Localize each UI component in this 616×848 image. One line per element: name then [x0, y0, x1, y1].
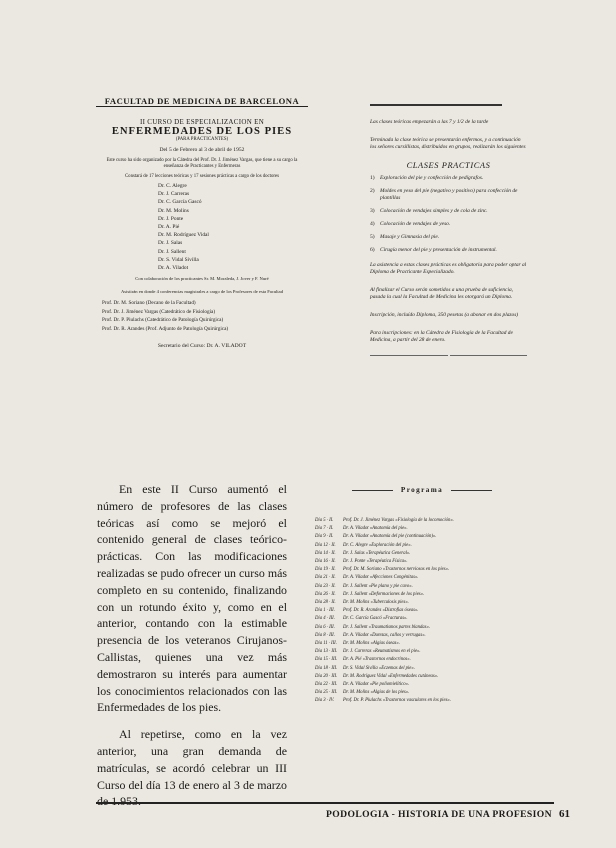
professor-item: Dr. J. Ponte [158, 215, 184, 222]
program-row: Día 1 · III. Prof. Dr. R. Arandes «Distrofias óseas». [315, 608, 419, 614]
program-row: Día 12 · II. Dr. C. Alegre «Exploración del pie». [315, 542, 412, 548]
running-footer: PODOLOGIA - HISTORIA DE UNA PROFESION [326, 809, 552, 820]
schedule-note: Las clases teóricas empezarán a las 7 y 1/2 de la tarde [370, 119, 489, 125]
program-row: Día 11 · III. Dr. M. Molins «Algias óseas». [315, 641, 400, 647]
program-row: Día 9 · II. Dr. A. Viladot «Anatomía del pie (continuación)». [315, 534, 437, 540]
program-row: Día 8 · III. Dr. A. Viladot «Durezas, callos y verrugas». [315, 632, 426, 638]
practical-item: 1) Exploración del pie y confección de pedígrafos. [370, 175, 484, 181]
exam-note: Al finalizar el Curso serán sometidos a una prueba de suficiencia, pasada la cual la Facultad de Medicina les otorgará un Diploma. [370, 287, 513, 300]
program-row: Día 7 · II. Dr. A. Viladot «Anatomía del pie». [315, 526, 408, 532]
practical-item: 5) Masaje y Gimnasia del pie. [370, 234, 440, 240]
program-row: Día 20 · III. Dr. M. Rodríguez Vidal «Enfermedades cutáneas». [315, 673, 439, 679]
program-row: Día 4 · III. Dr. C. García Gascó «Fracturas». [315, 616, 408, 622]
footer-rule [96, 802, 554, 804]
fee-note: Inscripción, incluído Diploma, 350 pesetas (a abonar en dos plazos) [370, 312, 519, 318]
program-title: Programa [400, 486, 444, 494]
program-row: Día 3 · IV. Prof. Dr. P. Piulachs «Trastornos vasculares en los pies». [315, 698, 451, 704]
professor-item: Dr. A. Viladot [158, 265, 189, 272]
program-row: Día 16 · II. Dr. J. Ponte «Terapéutica Física». [315, 559, 408, 565]
practicals-heading: CLASES PRACTICAS [406, 161, 491, 170]
paragraph: Al repetirse, como en la vez anterior, una gran demanda de matrículas, se acordó celebrar un III Curso del día 13 de enero al 3 de marzo de 1.953. [97, 727, 287, 809]
committee-item: Prof. Dr. P. Piulachs (Catedrático de Patología Quirúrgica) [102, 317, 224, 324]
program-row: Día 25 · III. Dr. M. Molins «Algias de los pies». [315, 690, 410, 696]
professor-item: Dr. J. Salas [158, 240, 183, 247]
course-title: ENFERMEDADES DE LOS PIES [111, 125, 293, 137]
faculty-title: FACULTAD DE MEDICINA DE BARCELONA [96, 98, 308, 107]
practical-item: 6) Cirugía menor del pie y presentación de instrumental. [370, 247, 497, 253]
professor-item: Dr. A. Pié [158, 224, 180, 231]
page-number: 61 [559, 808, 570, 820]
program-row: Día 26 · II. Dr. J. Sallent «Deformaciones de los pies». [315, 591, 425, 597]
course-number: II CURSO DE ESPECIALIZACION EN [139, 118, 265, 127]
practical-item: 4) Colocación de vendajes de yeso. [370, 221, 451, 227]
program-heading [352, 486, 492, 494]
paragraph: En este II Curso aumentó el número de profesores de las clases teóricas así como se mejoró el contenido general de clases teórico-prácticas. Con las modificaciones realizadas se pudo ofrecer un curso más completo en su contenido, finalizando con un rotundo éxito y, como en el anterior, contando con la estimable presencia de los veteranos Cirujanos-Callistas, quienes una vez más demostraron su interés para aumentar los conocimientos relacionados con las Enfermedades de los pies. [97, 482, 287, 715]
professor-item: Dr. C. Alegre [158, 183, 187, 190]
professor-item: Dr. M. Molins [158, 207, 189, 214]
course-dates: Del 5 de Febrero al 3 de abril de 1952 [159, 146, 245, 153]
collaboration-note: Con colaboración de los practicantes Sr. M. Moraleda, J. Jover y F. Nuré [135, 276, 269, 282]
program-row: Día 15 · III. Dr. A. Pié «Trastornos endocrinos». [315, 657, 411, 663]
professor-item: Dr. J. Sallent [158, 248, 186, 255]
program-row: Día 23 · II. Dr. J. Sallent «Pie plano y pie cavo». [315, 583, 413, 589]
course-organizer: Este curso ha sido organizado por la Cátedra del Prof. Dr. J. Jiménez Vargas, que tiene a su cargo la enseñanza de Practicantes y Enfermeras [106, 158, 298, 170]
lessons-note: Constará de 17 lecciones teóricas y 17 sesiones prácticas a cargo de los doctores [124, 174, 280, 180]
committee-list [102, 299, 308, 333]
course-flyer [96, 98, 308, 351]
professor-item: Dr. C. García Gascó [158, 199, 202, 206]
program-row: Día 6 · III. Dr. J. Sallent «Traumatismos partes blandas». [315, 624, 430, 630]
program-row: Día 13 · III. Dr. J. Carreras «Reumatismos en el pie». [315, 649, 421, 655]
program-row: Día 18 · III. Dr. S. Vidal Sivilla «Eczemas del pie». [315, 665, 415, 671]
program-row: Día 21 · II. Dr. A. Viladot «Afecciones Congénitas». [315, 575, 419, 581]
professor-item: Dr. S. Vidal Sivilla [158, 256, 199, 263]
program-list [315, 517, 535, 706]
professor-item: Dr. M. Rodríguez Vidal [158, 232, 209, 239]
committee-item: Prof. Dr. J. Jiménez Vargas (Catedrático de Fisiología) [102, 308, 216, 315]
end-divider [370, 355, 527, 356]
committee-item: Prof. Dr. M. Soriano (Decano de la Facultad) [102, 300, 196, 307]
professor-item: Dr. J. Carreras [158, 191, 190, 198]
professor-list [158, 182, 308, 272]
flyer-continuation [370, 104, 527, 356]
program-row: Día 28 · II. Dr. M. Molins «Tuberculosis pies». [315, 600, 409, 606]
program-row: Día 19 · II. Prof. Dr. M. Soriano «Trastornos nerviosos en los pies». [315, 567, 450, 573]
attendance-note: La asistencia a estas clases prácticas es obligatoria para poder optar al Diploma de Practicante Especializado. [370, 262, 527, 275]
practice-intro: Terminada la clase teórica se presentarán enfermos, y a continuación los señores cursillistas, distribuidos en grupos, realizarán los siguientes [370, 137, 526, 150]
lectures-note: Asistirán en donde 4 conferencias magistrales a cargo de los Profesores de esta Facultad [120, 288, 284, 294]
course-audience: (PARA PRACTICANTES) [175, 137, 229, 143]
practical-item: 3) Colocación de vendajes simples y de cola de zinc. [370, 208, 488, 214]
program-row: Día 22 · III. Dr. A. Viladot «Pie poliomielítico». [315, 682, 410, 688]
article-body [97, 481, 287, 810]
program-row: Día 5 · II. Prof. Dr. J. Jiménez Vargas «Fisiología de la locomoción». [315, 518, 454, 523]
program-row: Día 14 · II. Dr. J. Salas «Terapéutica General». [315, 550, 411, 556]
course-secretary: Secretario del Curso: Dr. A. VILADOT [157, 343, 247, 350]
committee-item: Prof. Dr. R. Arandes (Prof. Adjunto de Patología Quirúrgica) [102, 325, 229, 332]
practical-item: 2) Moldes en yeso del pie (negativo y positivo) para confección de plantillas [370, 188, 518, 201]
registration-note: Para inscripciones: en la Cátedra de Fisiología de la Facultad de Medicina, a partir del 28 de enero. [370, 330, 513, 343]
divider [370, 104, 502, 106]
